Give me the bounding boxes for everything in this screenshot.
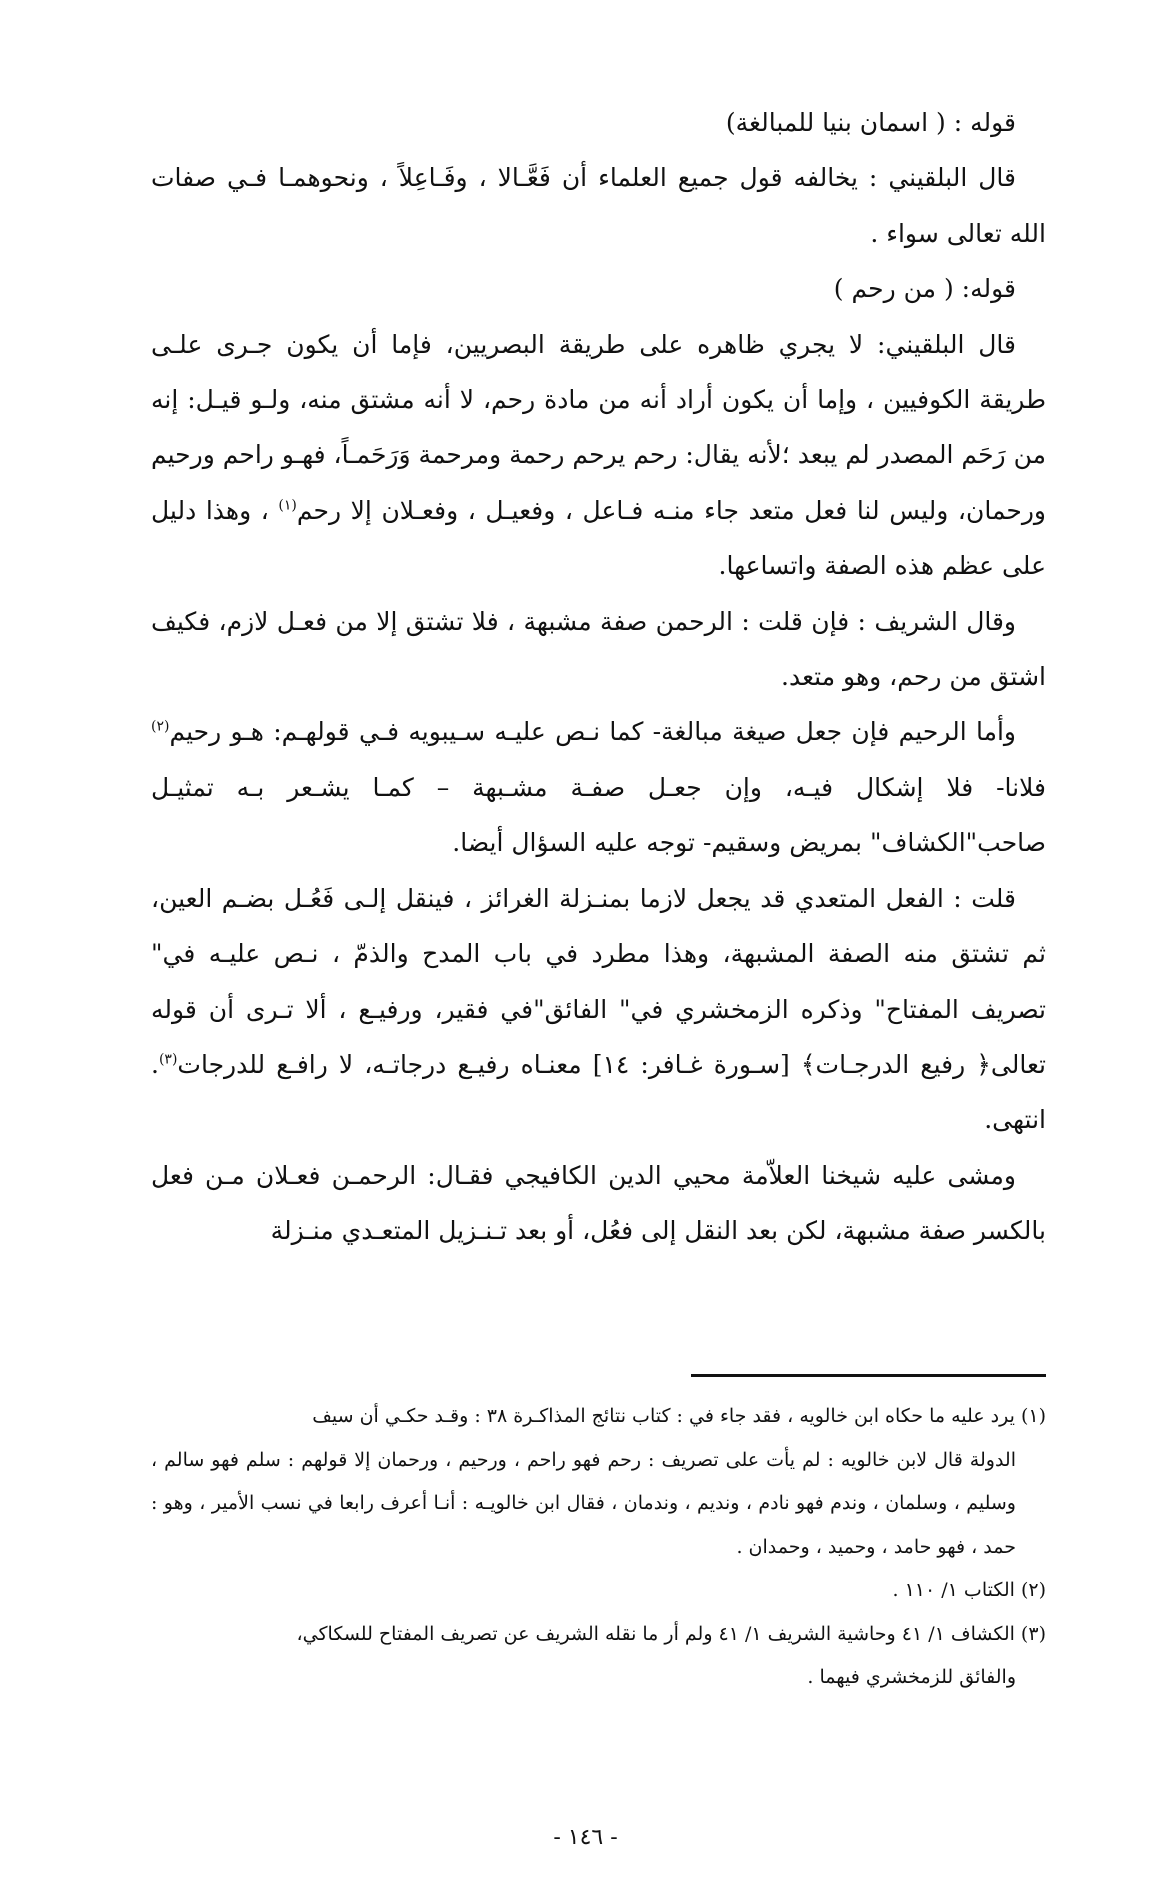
paragraph-7-tail: . انتهى.: [151, 1049, 1046, 1135]
footnote-ref-3: (٣): [158, 1051, 178, 1068]
paragraph-4: [151, 317, 1046, 594]
footnote-1-continuation: الدولة قال لابن خالويه : لم يأت على تصريف : رحم فهو راحم ، ورحيم ، ورحمان إلا قولهم : سلم فهو سالم ، وسليم ، وسلمان ، وندم فهو نادم ، ونديم ، وندمان ، فقال ابن خالويـه : أنـا أعرف رابعا في نسب الأمير ، وهو : حمد ، فهو حامد ، وحميد ، وحمدان .: [151, 1448, 1016, 1558]
paragraph-7-text: قلت : الفعل المتعدي قد يجعل لازما بمنـزلة الغرائز ، فينقل إلـى فَعُـل بضـم العين، ثم تشتق منه الصفة المشبهة، وهذا مطرد في باب المدح والذمّ ، نـص عليـه في" تصريف المفتاح" وذكره الزمخشري في" الفائق"في فقير، ورفيـع ، ألا تـرى أن قوله تعالى﴿ رفيع الدرجـات﴾ [سـورة غـافر: ١٤] معنـاه رفيـع درجاتـه، لا رافـع للدرجات: [151, 883, 1046, 1079]
paragraph-7: [151, 871, 1046, 1148]
paragraph-3: قوله: ( من رحم ): [833, 274, 1016, 304]
paragraph-5: وقال الشريف : فإن قلت : الرحمن صفة مشبهة ، فلا تشتق إلا من فعـل لازم، فكيف اشتق من رحم، وهو متعد.: [151, 606, 1046, 692]
paragraph-6-tail: فلانا- فلا إشكال فيـه، وإن جعـل صفـة مشـبهة – كمـا يشـعر بـه تمثيـل صاحب"الكشاف" بمريض وسقيم- توجه عليه السؤال أيضا.: [151, 772, 1046, 858]
footnote-ref-2: (٢): [151, 719, 170, 736]
main-text: [151, 95, 1046, 1259]
paragraph-4-text: قال البلقيني: لا يجري ظاهره على طريقة البصريين، فإما أن يكون جـرى علـى طريقة الكوفيين ، وإما أن يكون أراد أنه من مادة رحم، لا أنه مشتق منه، ولـو قيـل: إنه من رَحَم المصدر لم يبعد ؛لأنه يقال: رحم يرحم رحمة ومرحمة وَرَحَمـاً، فهـو راحم ورحيم ورحمان، وليس لنا فعل متعد جاء منـه فـاعل ، وفعيـل ، وفعـلان إلا رحم: [151, 329, 1046, 525]
paragraph-1: قوله : ( اسمان بنيا للمبالغة): [725, 108, 1016, 137]
footnote-3: (٣) الكشاف ١/ ٤١ وحاشية الشريف ١/ ٤١ ولم أر ما نقله الشريف عن تصريف المفتاح للسكاكي،: [296, 1622, 1046, 1645]
footnote-ref-1: (١): [278, 497, 297, 514]
footnote-3-continuation: والفائق للزمخشري فيهما .: [807, 1666, 1016, 1688]
footnote-separator: [691, 1374, 1046, 1377]
footnote-1: (١) يرد عليه ما حكاه ابن خالويه ، فقد جاء في : كتاب نتائج المذاكـرة ٣٨ : وقـد حكـي أن سيف: [312, 1405, 1046, 1427]
paragraph-2: قال البلقيني : يخالفه قول جميع العلماء أن فَعَّـالا ، وفَـاعِلاً ، ونحوهمـا فـي صفات الله تعالى سواء .: [151, 163, 1046, 248]
paragraph-6-text: وأما الرحيم فإن جعل صيغة مبالغة- كما نـص عليـه سـيبويه فـي قولهـم: هـو رحيم: [169, 717, 1016, 747]
footnotes: [151, 1395, 1046, 1700]
footnote-2: (٢) الكتاب ١/ ١١٠ .: [892, 1579, 1046, 1601]
paragraph-4-tail: ، وهذا دليل على عظم هذه الصفة واتساعها.: [151, 495, 1046, 581]
page-number: - ١٤٦ -: [553, 1825, 618, 1850]
paragraph-6: [151, 704, 1046, 870]
paragraph-8: ومشى عليه شيخنا العلاّمة محيي الدين الكافيجي فقـال: الرحمـن فعـلان مـن فعل بالكسر صفة مشبهة، لكن بعد النقل إلى فعُل، أو بعد تـنـزيل المتعـدي منـزلة: [151, 1160, 1046, 1246]
